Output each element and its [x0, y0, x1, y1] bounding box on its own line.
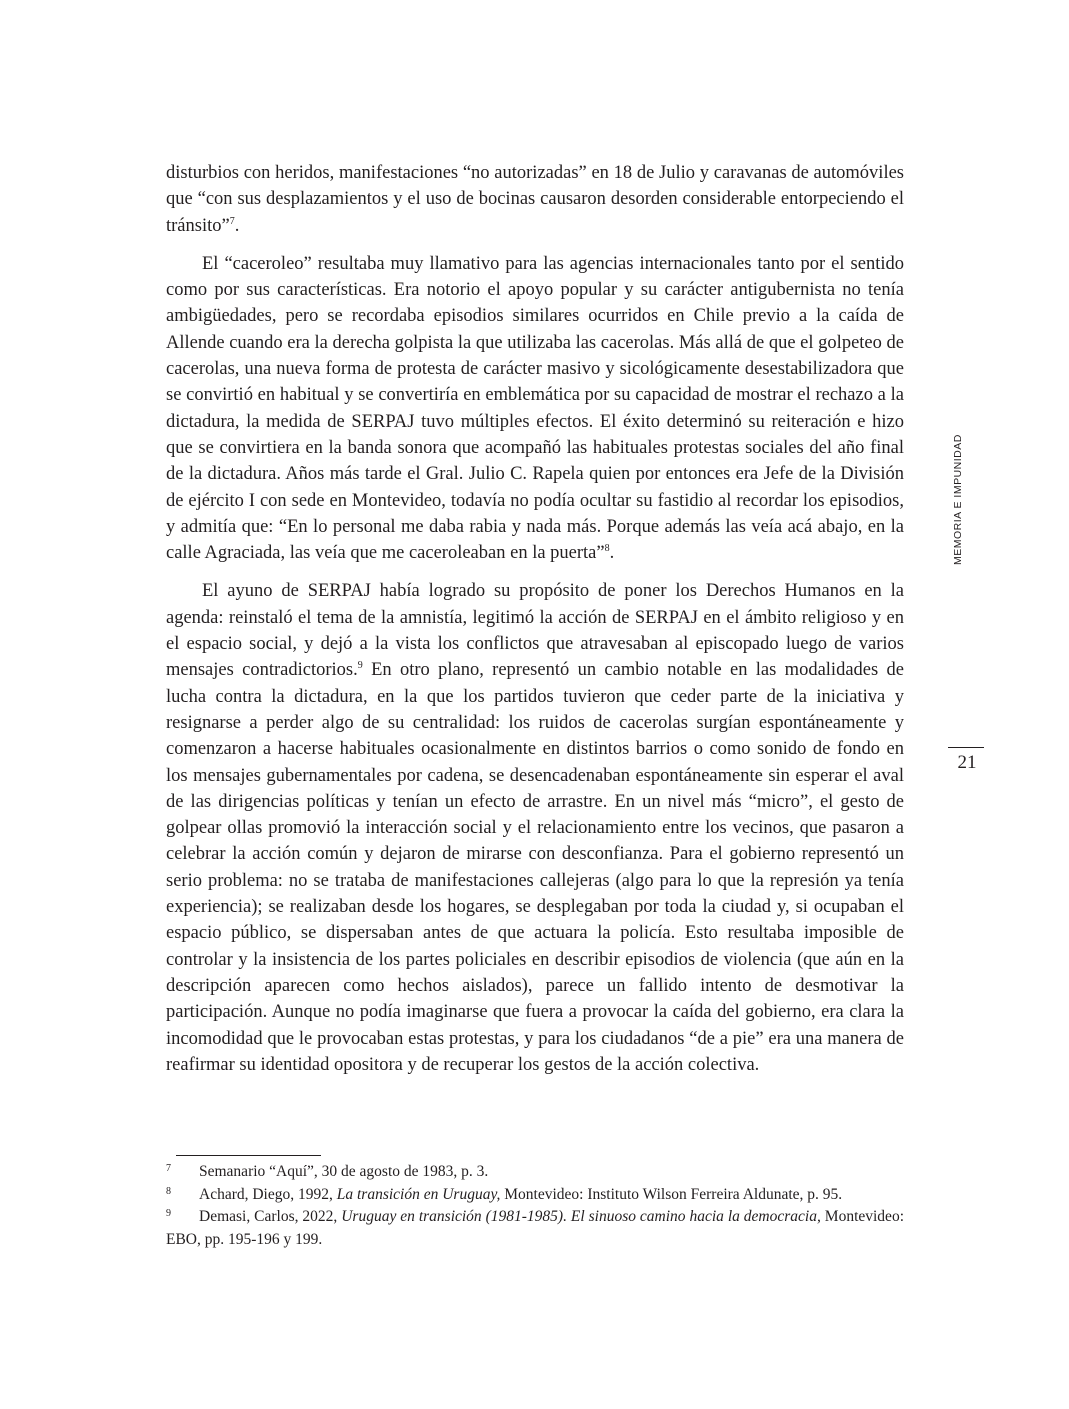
paragraph-2-end: .	[609, 543, 615, 564]
footnote-divider	[176, 1155, 321, 1156]
footnote-text: Demasi, Carlos, 2022,	[199, 1208, 342, 1225]
footnote-title: Uruguay en transición (1981-1985). El sinuoso camino hacia la democracia,	[341, 1208, 821, 1225]
page-number-rule	[948, 747, 984, 748]
footnote-8	[166, 1184, 904, 1207]
running-head: MEMORIA E IMPUNIDAD	[952, 434, 964, 565]
footnote-text-end: Montevideo: Instituto Wilson Ferreira Aldunate, p. 95.	[500, 1185, 843, 1203]
footnote-ref-7[interactable]: 7	[229, 215, 235, 227]
footnote-ref-9[interactable]: 9	[357, 660, 363, 672]
footnote-text: Semanario “Aquí”, 30 de agosto de 1983, p. 3.	[199, 1163, 489, 1180]
footnote-number: 8	[166, 1185, 171, 1197]
footnotes	[166, 1161, 904, 1251]
paragraph-3	[166, 578, 904, 1078]
footnote-number: 7	[166, 1163, 171, 1174]
paragraph-1-text: disturbios con heridos, manifestaciones “no autorizadas” en 18 de Julio y caravanas de automóviles que “con sus desplazamientos y el uso de bocinas causaron desorden considerable entorpeciendo el tránsito”	[166, 163, 904, 236]
footnote-7	[166, 1161, 904, 1184]
footnote-title: La transición en Uruguay,	[336, 1185, 501, 1203]
main-text	[166, 160, 904, 1090]
paragraph-3-text-a: El ayuno de SERPAJ había logrado su propósito de poner los Derechos Humanos en la agenda: reinstaló el tema de la amnistía, legitimó la acción de SERPAJ en el ámbito religioso y en el espacio social, y dejó a la vista los conflictos que atravesaban al episcopado luego de varios mensajes contradictorios.	[166, 581, 904, 681]
page-number: 21	[957, 752, 977, 773]
footnote-number: 9	[166, 1208, 171, 1219]
footnote-9	[166, 1206, 904, 1251]
paragraph-1-end: .	[234, 215, 240, 236]
paragraph-2-text: El “caceroleo” resultaba muy llamativo para las agencias internacionales tanto por el sentido como por sus características. Era notorio el apoyo popular y su carácter antigubernista no tenía ambigüedades, pero se recordaba episodios similares ocurridos en Chile previo a la caída de Allende cuando era la derecha golpista la que utilizaba las cacerolas. Más allá de que el golpeteo de cacerolas, una nueva forma de protesta de carácter masivo y sicológicamente desestabilizadora que se convirtió en habitual y se convertiría en emblemática por su capacidad de mostrar el rechazo a la dictadura, la medida de SERPAJ tuvo múltiples efectos. El éxito determinó su reiteración e hizo que se convirtiera en la banda sonora que acompañó las habituales protestas sociales del año final de la dictadura. Años más tarde el Gral. Julio C. Rapela quien por entonces era Jefe de la División de ejército I con sede en Montevideo, todavía no podía ocultar su fastidio al recordar los episodios, y admitía que: “En lo personal me daba rabia y nada más. Porque además las veía acá abajo, en la calle Agraciada, las veía que me caceroleaban en la puerta”	[166, 253, 904, 564]
footnote-text: Achard, Diego, 1992,	[199, 1185, 337, 1203]
footnote-ref-8[interactable]: 8	[604, 543, 610, 555]
paragraph-2	[166, 251, 904, 567]
footnote-text-end: Montevideo: EBO, pp. 195-196 y 199.	[166, 1208, 904, 1248]
paragraph-3-text-b: En otro plano, representó un cambio notable en las modalidades de lucha contra la dictadura, en la que los partidos tuvieron que ceder parte de la iniciativa y resignarse a perder algo de su centralidad: los ruidos de cacerolas surgían espontáneamente y comenzaron a hacerse habituales ocasionalmente en distintos barrios o como sonido de fondo en los mensajes gubernamentales por cadena, se desencadenaban espontáneamente sin esperar el aval de las dirigencias políticas y tenían un efecto de arrastre. En un nivel más “micro”, el gesto de golpear ollas promovió la interacción social y el relacionamiento entre los vecinos, que pasaron a celebrar la acción común y dejaron de mirarse con desconfianza. Para el gobierno representó un serio problema: no se trataba de manifestaciones callejeras (algo para lo que la represión ya tenía experiencia); se realizaban desde los hogares, se desplegaban por toda la ciudad y, si ocupaban el espacio público, se dispersaban antes de que actuara la policía. Esto resultaba imposible de controlar y la insistencia de los partes policiales en describir episodios de violencia (que aún en la descripción aparecen como hechos aislados), parece un fallido intento de desmotivar la participación. Aunque no podía imaginarse que fuera a provocar la caída del gobierno, era clara la incomodidad que le provocaban estas protestas, y para los ciudadanos “de a pie” era una manera de reafirmar su identidad opositora y de recuperar los gestos de la acción colectiva.	[166, 660, 904, 1075]
paragraph-1	[166, 160, 904, 239]
